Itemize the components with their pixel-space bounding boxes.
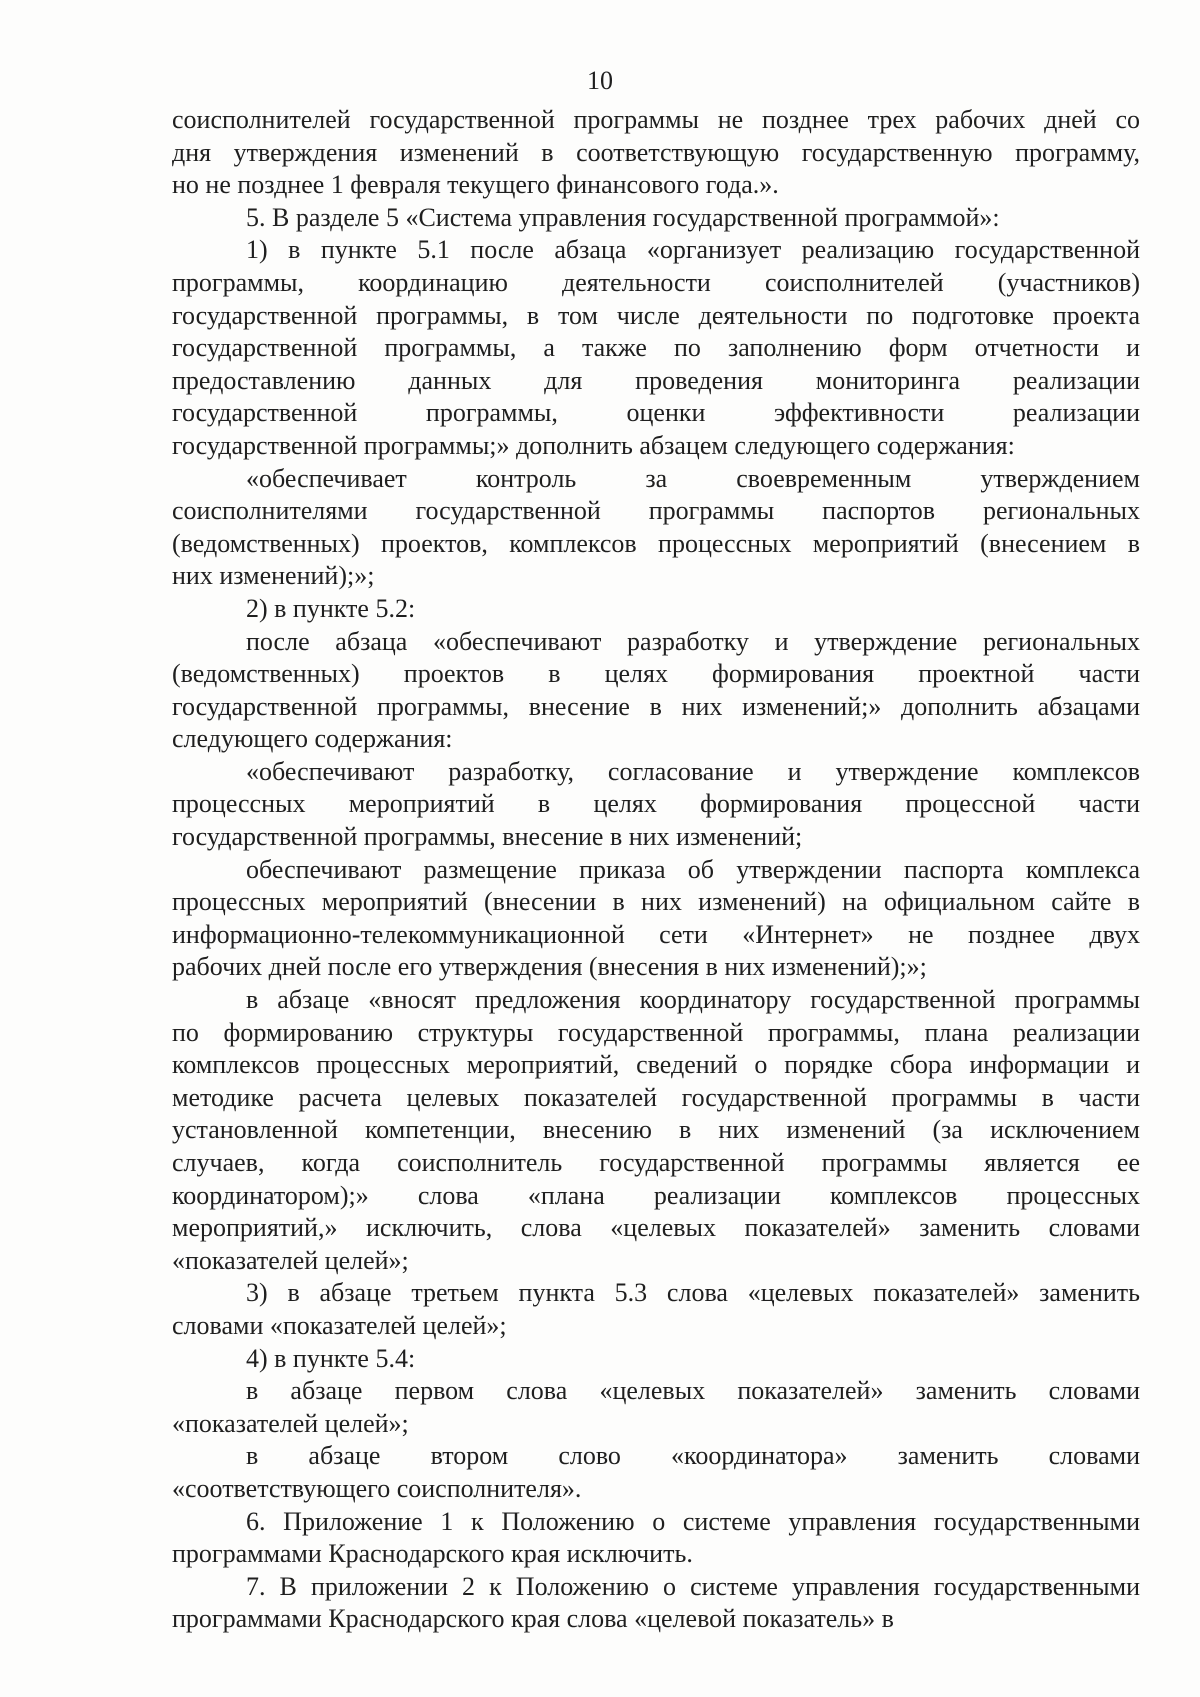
paragraph xyxy=(172,984,1140,1277)
paragraph xyxy=(172,463,1140,593)
text-line: по формированию структуры государственной программы, плана реализации xyxy=(172,1017,1140,1047)
page-number: 10 xyxy=(587,66,613,95)
text-line: государственной программы, в том числе деятельности по подготовке проекта xyxy=(172,300,1140,330)
text-line: в абзаце «вносят предложения координатору государственной программы xyxy=(246,985,1140,1015)
text-line: «обеспечивают разработку, согласование и утверждение комплексов xyxy=(246,756,1140,786)
text-line: обеспечивают размещение приказа об утверждении паспорта комплекса xyxy=(246,854,1140,884)
paragraph xyxy=(172,234,1140,462)
text-line: государственной программы, а также по заполнению форм отчетности и xyxy=(172,333,1140,363)
text-line: но не позднее 1 февраля текущего финансового года.». xyxy=(172,170,779,200)
text-line: рабочих дней после его утверждения (внесения в них изменений);»; xyxy=(172,952,927,982)
text-line: информационно-телекоммуникационной сети «Интернет» не позднее двух xyxy=(172,919,1140,949)
paragraph xyxy=(172,1440,1140,1505)
text-line: 3) в абзаце третьем пункта 5.3 слова «целевых показателей» заменить xyxy=(246,1278,1140,1308)
text-line: «соответствующего соисполнителя». xyxy=(172,1473,582,1503)
text-line: дня утверждения изменений в соответствующую государственную программу, xyxy=(172,137,1140,167)
text-line: координатором);» слова «плана реализации комплексов процессных xyxy=(172,1180,1140,1210)
paragraph xyxy=(172,202,1140,235)
paragraph xyxy=(172,104,1140,202)
text-line: (ведомственных) проектов в целях формирования проектной части xyxy=(172,659,1140,689)
paragraph xyxy=(172,854,1140,984)
paragraph xyxy=(172,1571,1140,1636)
text-line: 6. Приложение 1 к Положению о системе управления государственными xyxy=(246,1506,1140,1536)
text-line: соисполнителями государственной программы паспортов региональных xyxy=(172,496,1140,526)
text-line: государственной программы, внесение в них изменений; xyxy=(172,822,803,852)
text-line: 2) в пункте 5.2: xyxy=(246,593,416,623)
text-line: следующего содержания: xyxy=(172,724,453,754)
text-line: после абзаца «обеспечивают разработку и утверждение региональных xyxy=(246,626,1140,656)
text-line: «показателей целей»; xyxy=(172,1245,409,1275)
text-line: словами «показателей целей»; xyxy=(172,1310,507,1340)
text-line: случаев, когда соисполнитель государственной программы является ее xyxy=(172,1148,1140,1177)
text-line: 1) в пункте 5.1 после абзаца «организует реализацию государственной xyxy=(246,235,1140,265)
text-line: «обеспечивает контроль за своевременным утверждением xyxy=(246,463,1140,493)
text-line: установленной компетенции, внесению в них изменений (за исключением xyxy=(172,1115,1140,1145)
text-line: государственной программы;» дополнить абзацем следующего содержания: xyxy=(172,430,1015,460)
text-line: комплексов процессных мероприятий, сведений о порядке сбора информации и xyxy=(172,1050,1140,1080)
text-line: в абзаце первом слова «целевых показателей» заменить словами xyxy=(246,1376,1140,1406)
text-line: 4) в пункте 5.4: xyxy=(246,1343,416,1373)
text-line: мероприятий,» исключить, слова «целевых показателей» заменить словами xyxy=(172,1213,1140,1243)
paragraph xyxy=(172,756,1140,854)
document-body xyxy=(172,104,1140,1636)
paragraph xyxy=(172,1277,1140,1342)
paragraph xyxy=(172,1375,1140,1440)
paragraph xyxy=(172,1343,1140,1376)
text-line: предоставлению данных для проведения мониторинга реализации xyxy=(172,365,1140,395)
paragraph xyxy=(172,593,1140,626)
text-line: программами Краснодарского края слова «целевой показатель» в xyxy=(172,1604,894,1634)
text-line: процессных мероприятий (внесении в них изменений) на официальном сайте в xyxy=(172,887,1140,917)
text-line: в абзаце втором слово «координатора» заменить словами xyxy=(246,1441,1140,1471)
text-line: 5. В разделе 5 «Система управления государственной программой»: xyxy=(246,202,1000,232)
text-line: процессных мероприятий в целях формирования процессной части xyxy=(172,789,1140,819)
text-line: 7. В приложении 2 к Положению о системе управления государственными xyxy=(246,1571,1140,1601)
text-line: программы, координацию деятельности соисполнителей (участников) xyxy=(172,267,1140,297)
text-line: них изменений);»; xyxy=(172,561,375,591)
text-line: государственной программы, внесение в них изменений;» дополнить абзацами xyxy=(172,691,1140,721)
text-line: «показателей целей»; xyxy=(172,1408,409,1438)
text-line: соисполнителей государственной программы не позднее трех рабочих дней со xyxy=(172,105,1140,134)
paragraph xyxy=(172,1506,1140,1571)
paragraph xyxy=(172,626,1140,756)
text-line: программами Краснодарского края исключить. xyxy=(172,1539,693,1569)
text-line: (ведомственных) проектов, комплексов процессных мероприятий (внесением в xyxy=(172,528,1140,558)
text-line: методике расчета целевых показателей государственной программы в части xyxy=(172,1082,1140,1112)
text-line: государственной программы, оценки эффективности реализации xyxy=(172,398,1140,428)
